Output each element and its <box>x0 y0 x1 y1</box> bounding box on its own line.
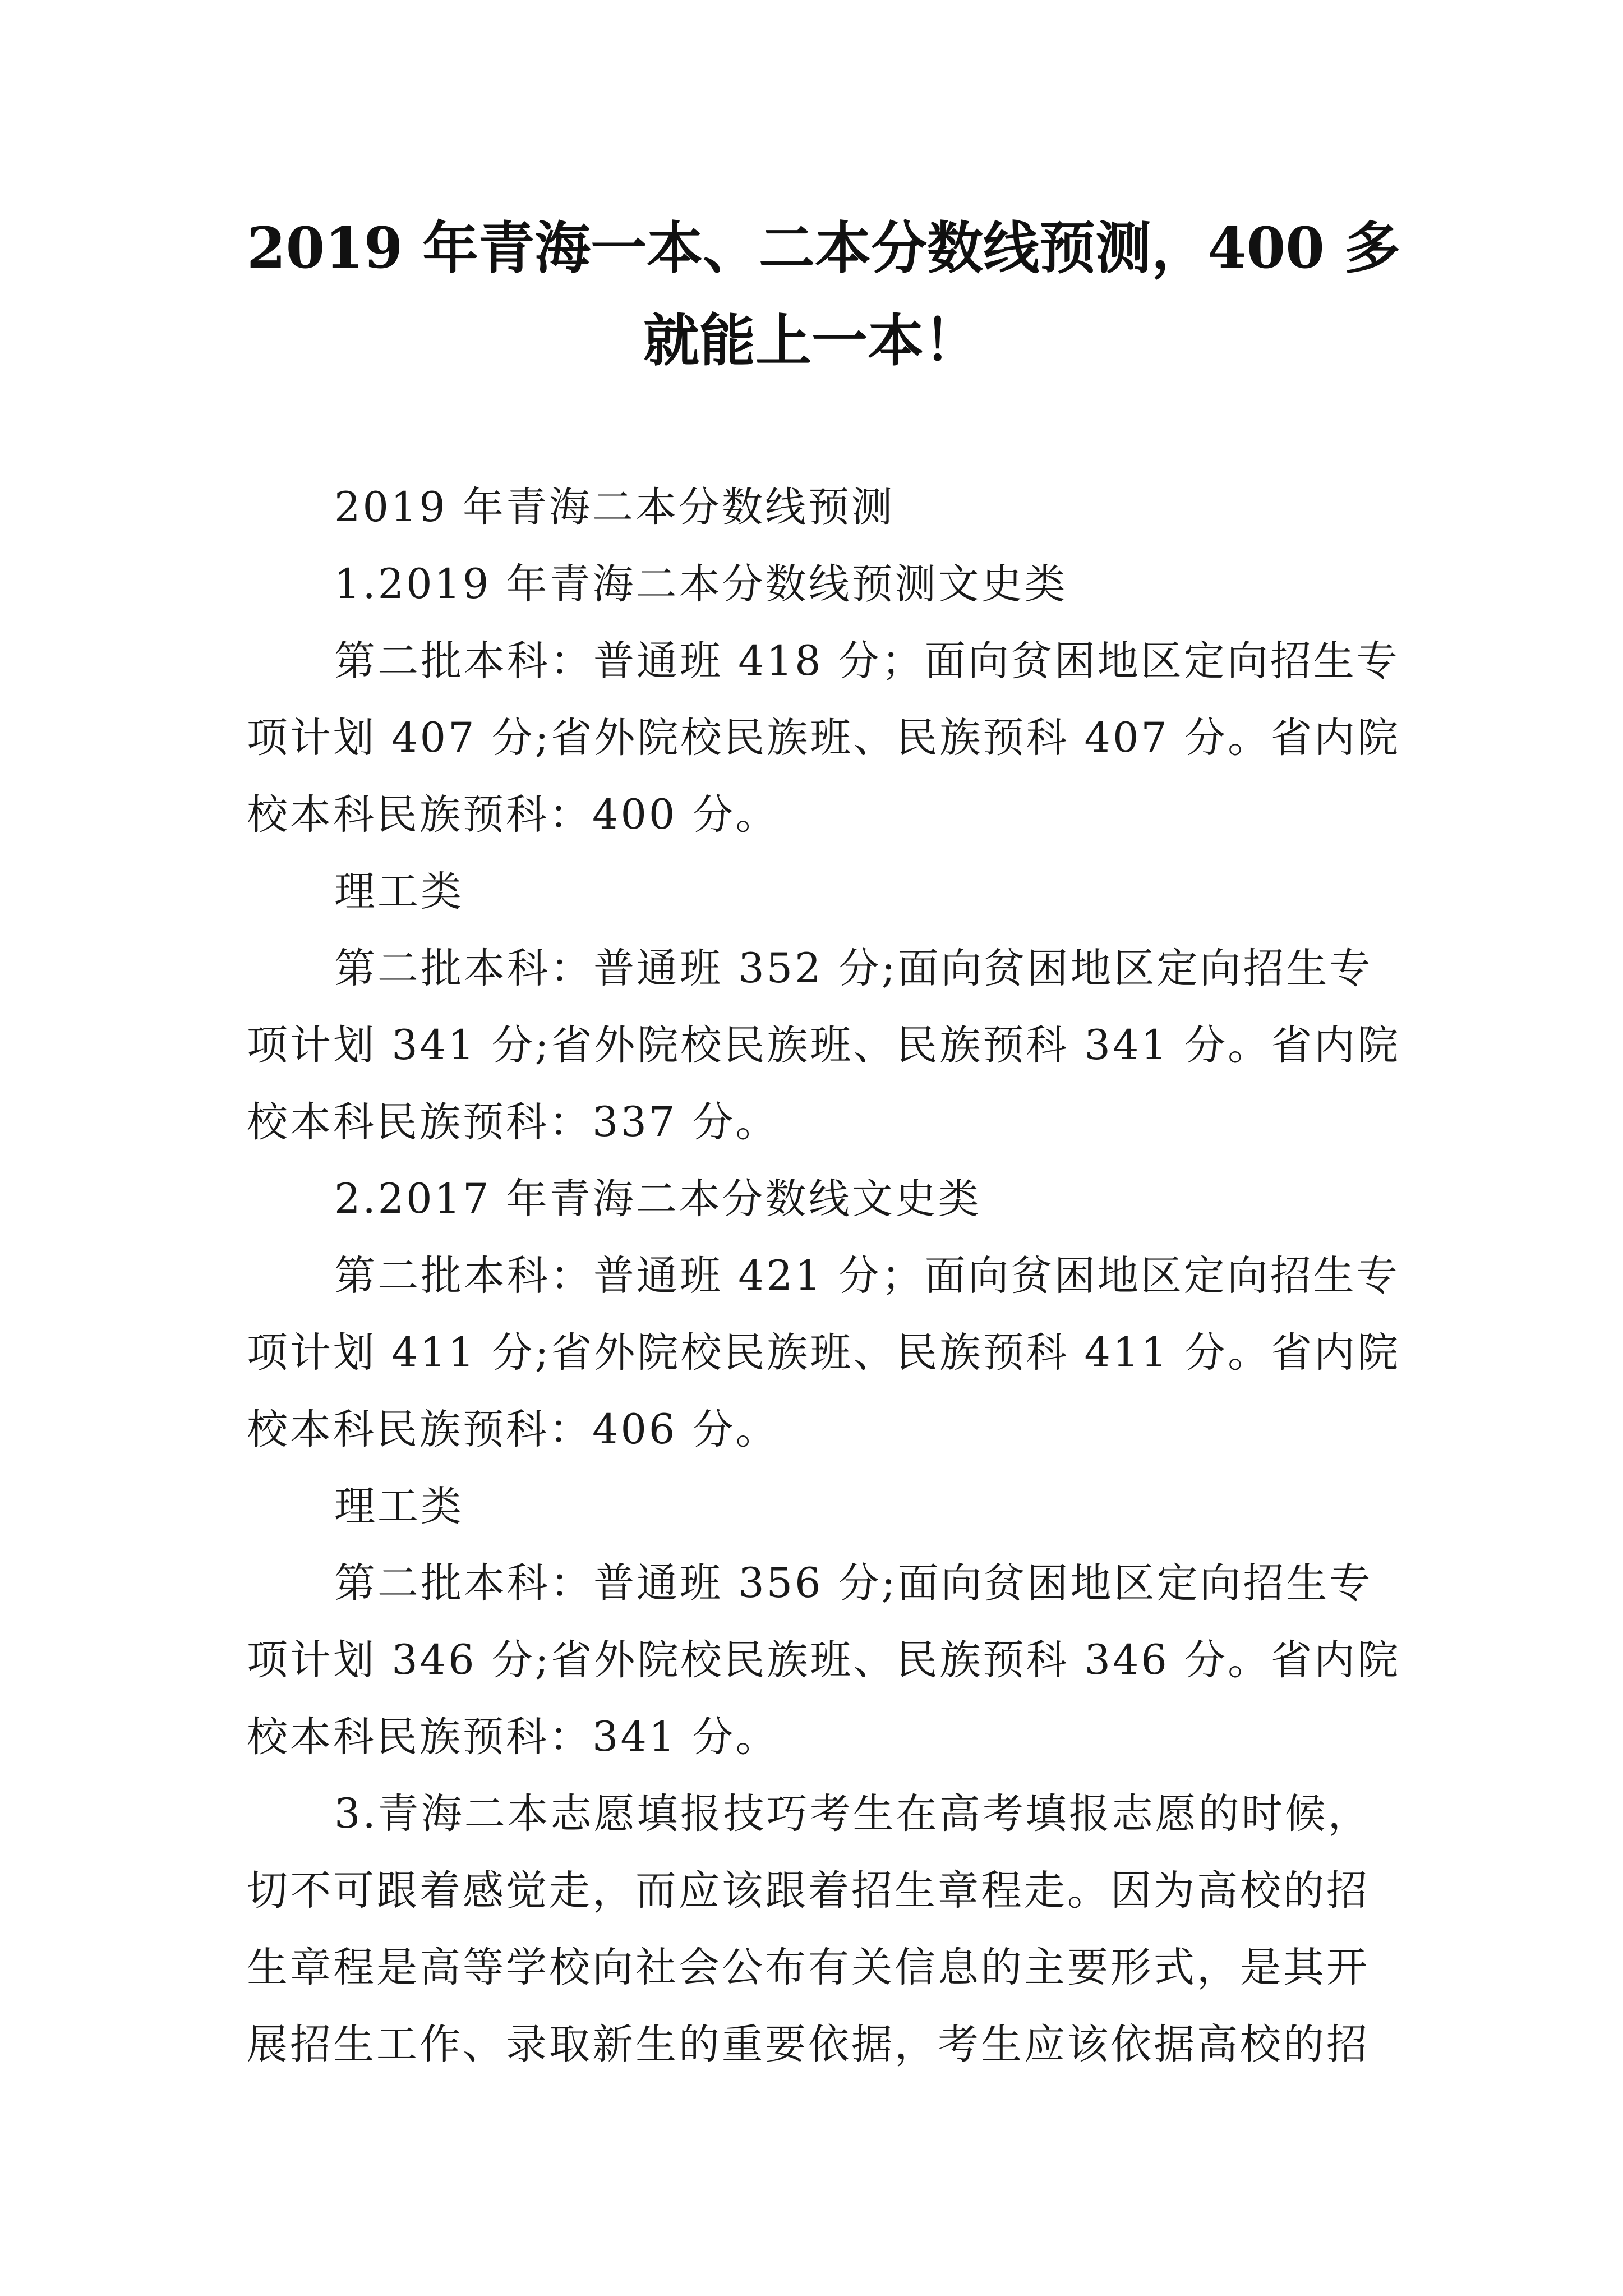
document-body <box>247 469 1401 2083</box>
title-line: 就能上一本！ <box>643 307 980 374</box>
title-line: 2019 年青海一本、二本分数线预测，400 多 <box>247 215 1400 281</box>
body-line: 生章程是高等学校向社会公布有关信息的主要形式，是其开 <box>247 1944 1370 1991</box>
body-line: 校本科民族预科：337 分。 <box>247 1098 779 1146</box>
body-line: 校本科民族预科：406 分。 <box>247 1406 779 1453</box>
body-line: 第二批本科：普通班 418 分；面向贫困地区定向招生专 <box>334 637 1400 685</box>
body-line: 切不可跟着感觉走，而应该跟着招生章程走。因为高校的招 <box>247 1867 1370 1915</box>
body-line: 项计划 341 分;省外院校民族班、民族预科 341 分。省内院 <box>247 1022 1401 1069</box>
body-line: 第二批本科：普通班 421 分；面向贫困地区定向招生专 <box>334 1252 1400 1300</box>
body-line: 项计划 407 分;省外院校民族班、民族预科 407 分。省内院 <box>247 714 1401 762</box>
body-line: 理工类 <box>334 868 464 915</box>
body-line: 展招生工作、录取新生的重要依据，考生应该依据高校的招 <box>247 2021 1370 2068</box>
body-line: 第二批本科：普通班 356 分;面向贫困地区定向招生专 <box>334 1559 1373 1607</box>
body-line: 第二批本科：普通班 352 分;面向贫困地区定向招生专 <box>334 945 1373 992</box>
body-line: 校本科民族预科：341 分。 <box>247 1713 779 1761</box>
body-line: 3.青海二本志愿填报技巧考生在高考填报志愿的时候， <box>334 1790 1371 1838</box>
body-line: 1.2019 年青海二本分数线预测文史类 <box>334 560 1068 608</box>
document-title <box>247 202 1400 387</box>
body-line: 理工类 <box>334 1483 464 1530</box>
body-line: 2019 年青海二本分数线预测 <box>334 484 895 531</box>
body-line: 项计划 411 分;省外院校民族班、民族预科 411 分。省内院 <box>247 1329 1401 1377</box>
body-line: 校本科民族预科：400 分。 <box>247 791 779 839</box>
body-line: 2.2017 年青海二本分数线文史类 <box>334 1175 981 1223</box>
body-line: 项计划 346 分;省外院校民族班、民族预科 346 分。省内院 <box>247 1636 1401 1684</box>
